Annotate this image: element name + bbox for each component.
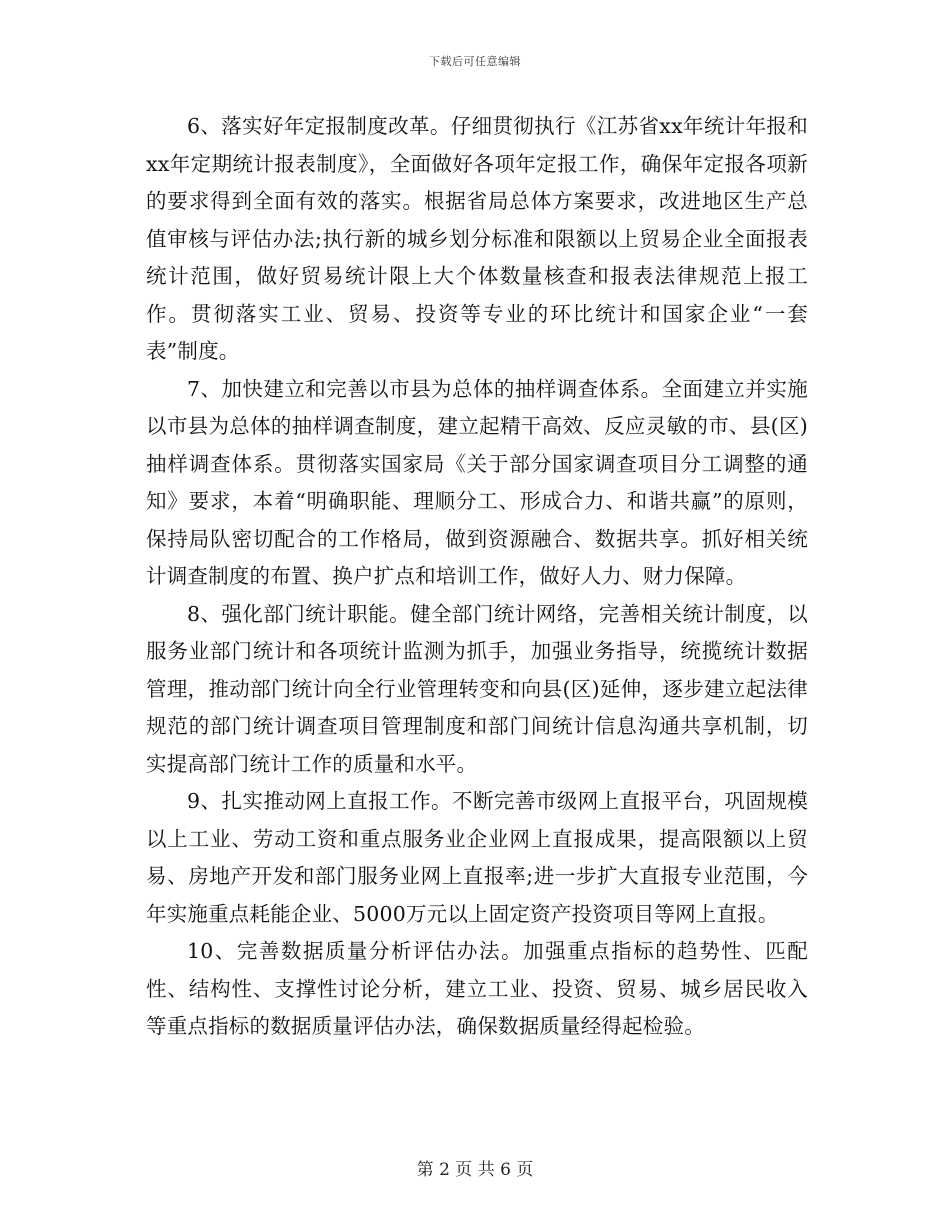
paragraph-6: 6、落实好年定报制度改革。仔细贯彻执行《江苏省xx年统计年报和xx年定期统计报表制度》，全面做好各项年定报工作，确保年定报各项新的要求得到全面有效的落实。根据省局总体方案要求，改进地区生产总值审核与评估办法;执行新的城乡划分标准和限额以上贸易企业全面报表统计范围，做好贸易统计限上大个体数量核查和报表法律规范上报工作。贯彻落实工业、贸易、投资等专业的环比统计和国家企业“一套表”制度。 xyxy=(146,114,808,363)
paragraph-8: 8、强化部门统计职能。健全部门统计网络，完善相关统计制度，以服务业部门统计和各项统计监测为抓手，加强业务指导，统揽统计数据管理，推动部门统计向全行业管理转变和向县(区)延伸，逐步建立起法律规范的部门统计调查项目管理制度和部门间统计信息沟通共享机制，切实提高部门统计工作的质量和水平。 xyxy=(146,601,808,776)
paragraph-9: 9、扎实推动网上直报工作。不断完善市级网上直报平台，巩固规模以上工业、劳动工资和重点服务业企业网上直报成果，提高限额以上贸易、房地产开发和部门服务业网上直报率;进一步扩大直报专业范围，今年实施重点耗能企业、5000万元以上固定资产投资项目等网上直报。 xyxy=(146,789,808,926)
page-header: 下载后可任意编辑 xyxy=(429,55,521,68)
document-body xyxy=(146,108,808,1046)
paragraph-10: 10、完善数据质量分析评估办法。加强重点指标的趋势性、匹配性、结构性、支撑性讨论分析，建立工业、投资、贸易、城乡居民收入等重点指标的数据质量评估办法，确保数据质量经得起检验。 xyxy=(146,939,808,1038)
paragraph-7: 7、加快建立和完善以市县为总体的抽样调查体系。全面建立并实施以市县为总体的抽样调查制度，建立起精干高效、反应灵敏的市、县(区)抽样调查体系。贯彻落实国家局《关于部分国家调查项目分工调整的通知》要求，本着“明确职能、理顺分工、形成合力、和谐共赢”的原则，保持局队密切配合的工作格局，做到资源融合、数据共享。抓好相关统计调查制度的布置、换户扩点和培训工作，做好人力、财力保障。 xyxy=(146,376,808,588)
page-number-footer: 第 2 页 共 6 页 xyxy=(416,1160,534,1180)
